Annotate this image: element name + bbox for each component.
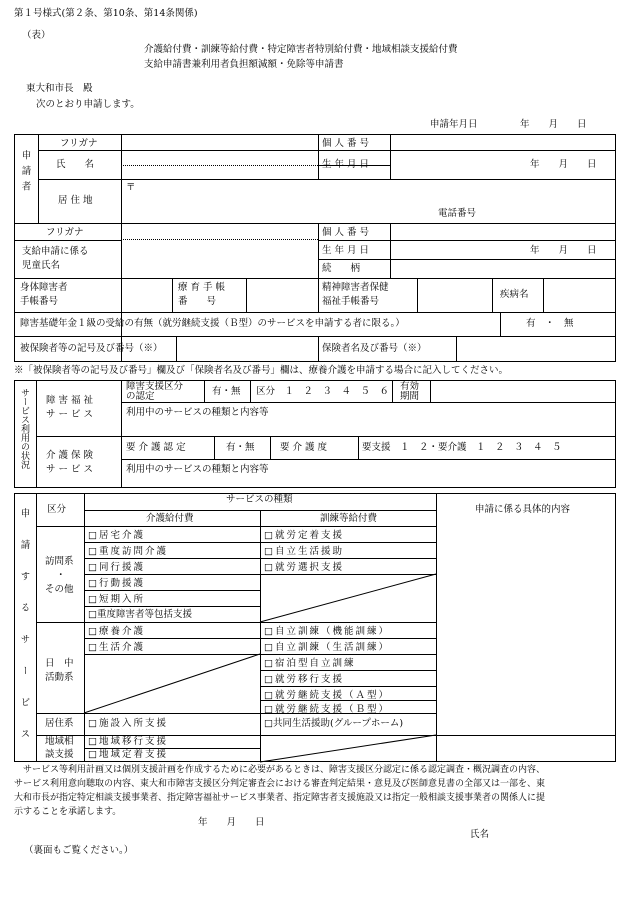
form-number: 第１号様式(第２条、第10条、第14条関係) [14,8,198,19]
applicant-name-label: 氏 名 [56,159,95,170]
group-residence: 居住系 [45,718,74,729]
child-id-label: 個 人 番 号 [322,227,370,238]
child-label-line2: 児童氏名 [22,260,61,271]
train-item-job-retention[interactable]: □ 就労定着支援 [264,531,344,541]
care-item-home-care[interactable]: □ 居宅介護 [88,531,145,541]
train-item-continuation-a[interactable]: □ 就労継続支援（Ａ型） [264,691,390,701]
applicant-section-label: 申請者 [19,150,31,197]
valid-period-label1: 有効 [400,381,420,392]
train-item-group-home[interactable]: □ 共同生活援助(グループホーム) [264,719,403,729]
signature-label: 氏名 [470,829,490,840]
details-header: 申請に係る具体的内容 [475,504,571,515]
consent-date-field[interactable]: 年 月 日 [198,817,265,828]
support-cert-yes-no[interactable]: 有・無 [212,386,241,397]
care-item-severe-visit[interactable]: □ 重度訪問介護 [88,547,168,557]
intro-text: 次のとおり申請します。 [36,99,140,110]
group-day-line2: 活動系 [45,672,74,683]
care-item-medical-care[interactable]: □ 療養介護 [88,627,145,637]
rehab-handbook-label1: 療 育 手 帳 [178,282,226,293]
welfare-current-services: 利用中のサービスの種類と内容等 [126,407,269,418]
application-date-label: 申請年月日 [430,119,478,130]
train-item-job-selection[interactable]: □ 就労選択支援 [264,563,344,573]
form-side: （表） [22,30,51,41]
care-benefit-header: 介護給付費 [146,513,194,524]
group-visit-line2: ・ [56,570,66,581]
train-item-continuation-b[interactable]: □ 就労継続支援（Ｂ型） [264,705,390,715]
postal-mark: 〒 [126,182,136,193]
group-visit-line3: その他 [45,584,74,595]
care-item-settlement[interactable]: □ 地域定着支援 [88,750,168,760]
care-item-facility[interactable]: □ 施設入所支援 [88,719,168,729]
group-visit-line1: 訪問系 [45,556,74,567]
services-section-label: 申請するサービス [18,508,30,760]
welfare-label1: 障 害 福 祉 [46,395,94,406]
insurance-note: ※「被保険者等の記号及び番号」欄及び「保険者名及び番号」欄は、療養介護を申請する場合に記入してください。 [14,365,509,376]
kubun-header: 区分 [47,504,67,515]
care-cert-yes-no[interactable]: 有・無 [226,442,255,453]
phone-label: 電話番号 [438,208,477,219]
consent-line2: サービス利用意向聴取の内容、東大和市障害支援区分判定審査会における審査判定結果・意見及び医師意見書の全部又は一部を、東 [14,779,546,789]
mental-handbook-label2: 福祉手帳番号 [322,296,380,307]
applicant-dob-label: 生 年 月 日 [322,159,370,170]
back-page-note: （裏面もご覧ください。） [24,845,134,856]
application-date-field[interactable]: 年 月 日 [520,119,587,130]
care-cert-label: 要 介 護 認 定 [126,442,186,453]
support-cert-label2: の認定 [126,391,155,402]
consent-line4: 示することを承諾します。 [14,807,122,817]
child-label-line1: 支給申請に係る [22,246,89,257]
addressee: 東大和市長 殿 [26,83,93,94]
training-benefit-header: 訓練等給付費 [320,513,378,524]
applicant-furigana-label: フリガナ [60,138,98,149]
child-dob-label: 生 年 月 日 [322,245,370,256]
form-title-line1: 介護給付費・訓練等給付費・特定障害者特別給付費・地域相談支援給付費 [144,44,458,55]
group-day-line1: 日 中 [45,658,74,669]
group-community-line2: 談支援 [45,749,74,760]
care-label1: 介 護 保 険 [46,450,94,461]
consent-line3: 大和市長が指定特定相談支援事業者、指定障害福祉サービス事業者、指定障害者支援施設又は指定一般相談支援事業者の関係人に提 [14,793,546,803]
welfare-label2: サ ー ビ ス [46,409,94,420]
support-category[interactable]: 区分 １ ２ ３ ４ ５ ６ [256,386,390,397]
usage-section-label: サービス利用の状況 [19,388,29,469]
care-current-services: 利用中のサービスの種類と内容等 [126,464,269,475]
care-degree-label: 要 介 護 度 [280,442,328,453]
pension-label: 障害基礎年金１級の受給の有無（就労継続支援（Ｂ型）のサービスを申請する者に限る。） [20,318,405,329]
child-relation-label: 続 柄 [322,263,361,274]
train-item-independent-living[interactable]: □ 自立生活援助 [264,547,344,557]
pension-options[interactable]: 有 ・ 無 [526,318,574,329]
care-item-transition[interactable]: □ 地域移行支援 [88,737,168,747]
support-cert-label1: 障害支援区分 [126,381,184,392]
insured-no-label: 被保険者等の記号及び番号（※） [20,343,163,354]
valid-period-label2: 期間 [400,391,420,402]
physical-handbook-label2: 手帳番号 [20,296,59,307]
group-community-line1: 地域相 [45,736,74,747]
train-item-residential[interactable]: □ 宿泊型自立訓練 [264,659,356,669]
care-label2: サ ー ビ ス [46,464,94,475]
train-item-job-transition[interactable]: □ 就労移行支援 [264,675,344,685]
applicant-id-label: 個 人 番 号 [322,138,370,149]
disease-label: 疾病名 [500,289,529,300]
care-item-comprehensive[interactable]: □ 重度障害者等包括支援 [88,610,192,620]
service-types-header: サービスの種類 [226,494,293,505]
care-item-short-stay[interactable]: □ 短期入所 [88,595,145,605]
physical-handbook-label1: 身体障害者 [20,282,68,293]
form-title-line2: 支給申請書兼利用者負担額減額・免除等申請書 [144,59,344,70]
child-dob-field[interactable]: 年 月 日 [530,245,597,256]
train-item-living[interactable]: □ 自立訓練（生活訓練） [264,643,390,653]
train-item-functional[interactable]: □ 自立訓練（機能訓練） [264,627,390,637]
rehab-handbook-label2: 番 号 [178,296,217,307]
applicant-address-label: 居 住 地 [58,195,93,206]
mental-handbook-label1: 精神障害者保健 [322,282,389,293]
care-item-life-care[interactable]: □ 生活介護 [88,643,145,653]
care-item-accompany[interactable]: □ 同行援護 [88,563,145,573]
applicant-dob-field[interactable]: 年 月 日 [530,159,597,170]
care-item-behavior[interactable]: □ 行動援護 [88,579,145,589]
child-furigana-label: フリガナ [46,227,84,238]
insurer-no-label: 保険者名及び番号（※） [322,343,427,354]
care-levels[interactable]: 要支援 １ ２・要介護 １ ２ ３ ４ ５ [362,442,562,453]
consent-line1: サービス等利用計画又は個別支援計画を作成するために必要があるときは、障害支援区分認定に係る認定調査・概況調査の内容、 [14,765,546,775]
